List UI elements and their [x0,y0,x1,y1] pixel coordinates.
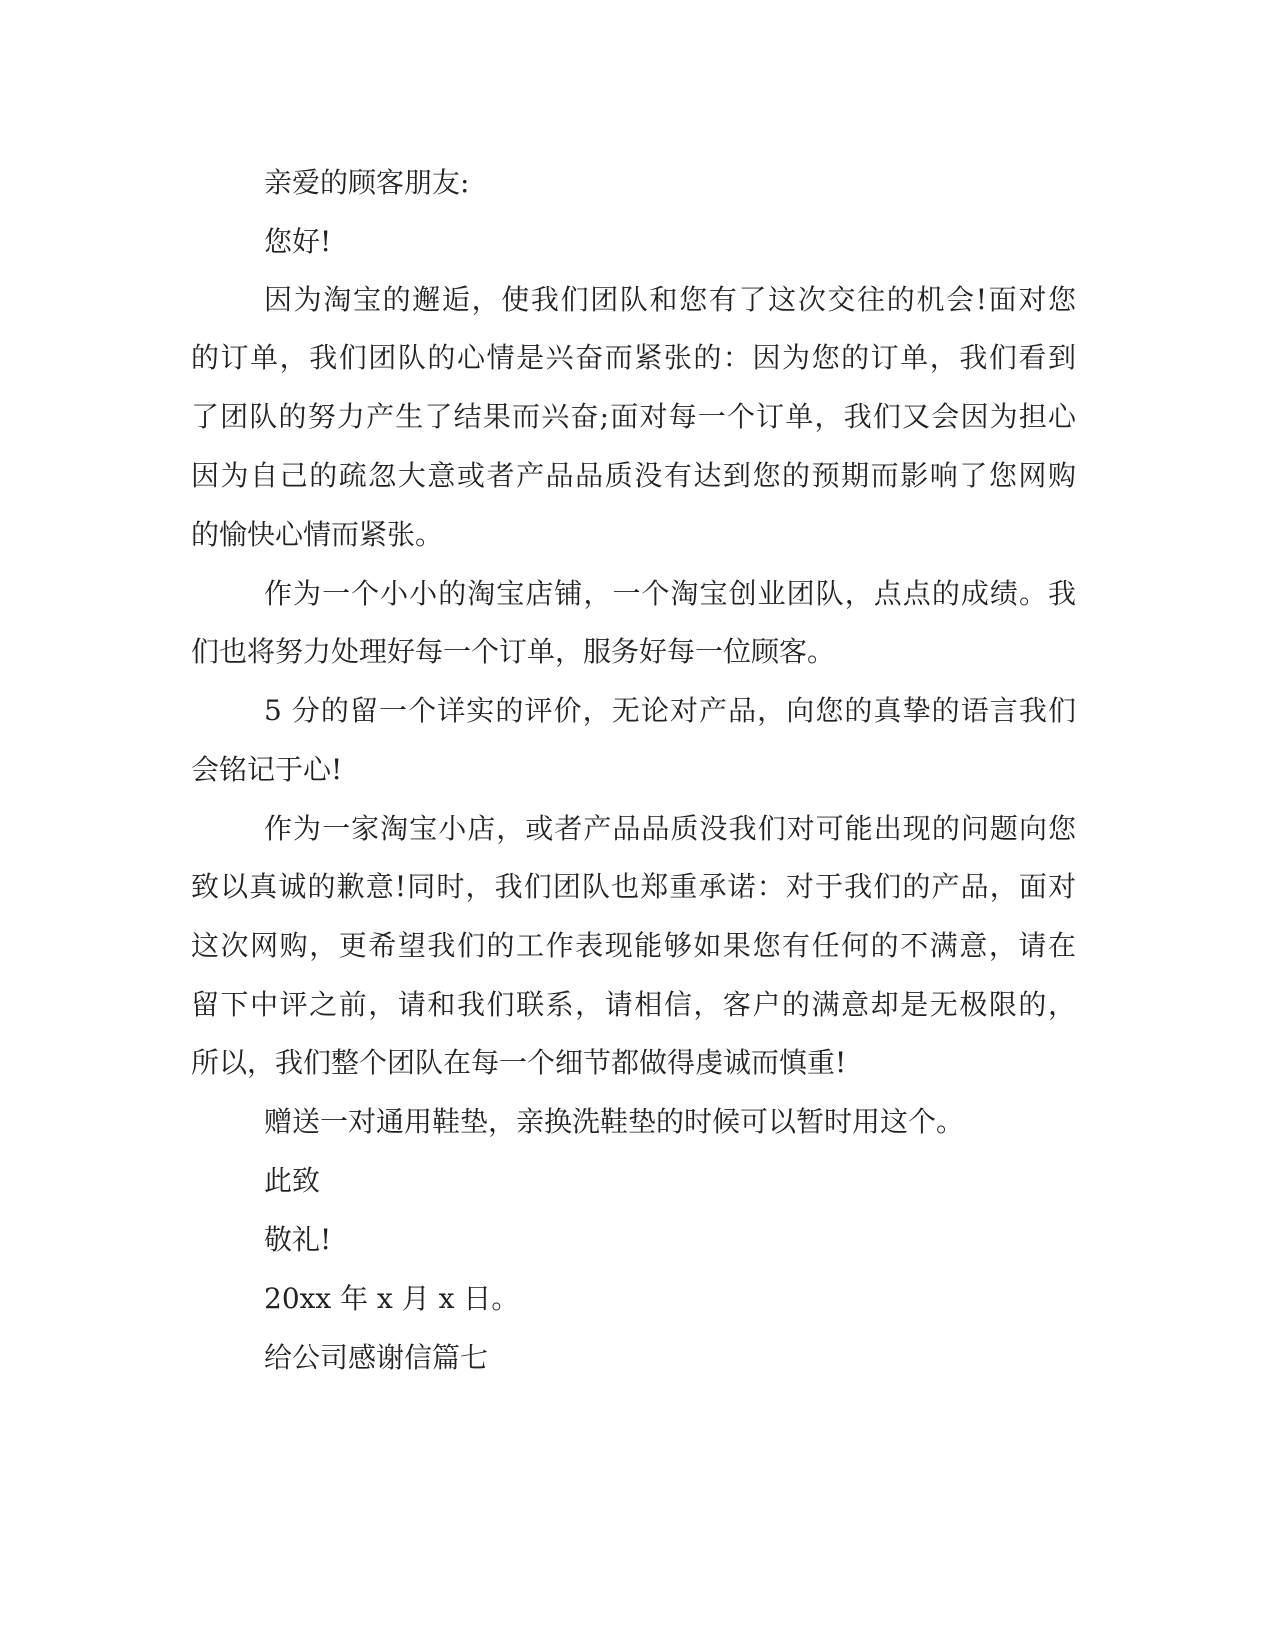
paragraph-line: 作为一个小小的淘宝店铺，一个淘宝创业团队，点点的成绩。我 [264,577,1076,610]
paragraph-line: 的愉快心情而紧张。 [191,518,444,551]
paragraph-line: 致以真诚的歉意!同时，我们团队也郑重承诺：对于我们的产品，面对 [191,870,1076,903]
paragraph-line: 这次网购，更希望我们的工作表现能够如果您有任何的不满意，请在 [191,929,1076,962]
paragraph-line: 的订单，我们团队的心情是兴奋而紧张的：因为您的订单，我们看到 [191,341,1076,374]
paragraph-line: 会铭记于心! [191,753,343,786]
paragraph-line: 5 分的留一个详实的评价，无论对产品，向您的真挚的语言我们 [264,694,1076,727]
paragraph-line: 因为自己的疏忽大意或者产品品质没有达到您的预期而影响了您网购 [191,459,1076,492]
paragraph-line: 因为淘宝的邂逅，使我们团队和您有了这次交往的机会!面对您 [264,283,1076,316]
paragraph-line: 作为一家淘宝小店，或者产品品质没我们对可能出现的问题向您 [264,812,1076,845]
closing-regards: 敬礼! [264,1223,332,1256]
gift-note: 赠送一对通用鞋垫，亲换洗鞋垫的时候可以暂时用这个。 [264,1105,965,1138]
salutation: 亲爱的顾客朋友: [264,166,470,199]
paragraph-line: 留下中评之前，请和我们联系，请相信，客户的满意却是无极限的， [191,988,1076,1021]
paragraph-line: 了团队的努力产生了结果而兴奋;面对每一个订单，我们又会因为担心 [191,400,1076,433]
greeting: 您好! [264,225,332,258]
section-heading: 给公司感谢信篇七 [264,1341,489,1374]
paragraph-line: 所以，我们整个团队在每一个细节都做得虔诚而慎重! [191,1046,847,1079]
closing-salutation: 此致 [264,1164,321,1197]
paragraph-line: 们也将努力处理好每一个订单，服务好每一位顾客。 [191,635,836,668]
letter-date: 20xx 年 x 月 x 日。 [264,1282,520,1315]
